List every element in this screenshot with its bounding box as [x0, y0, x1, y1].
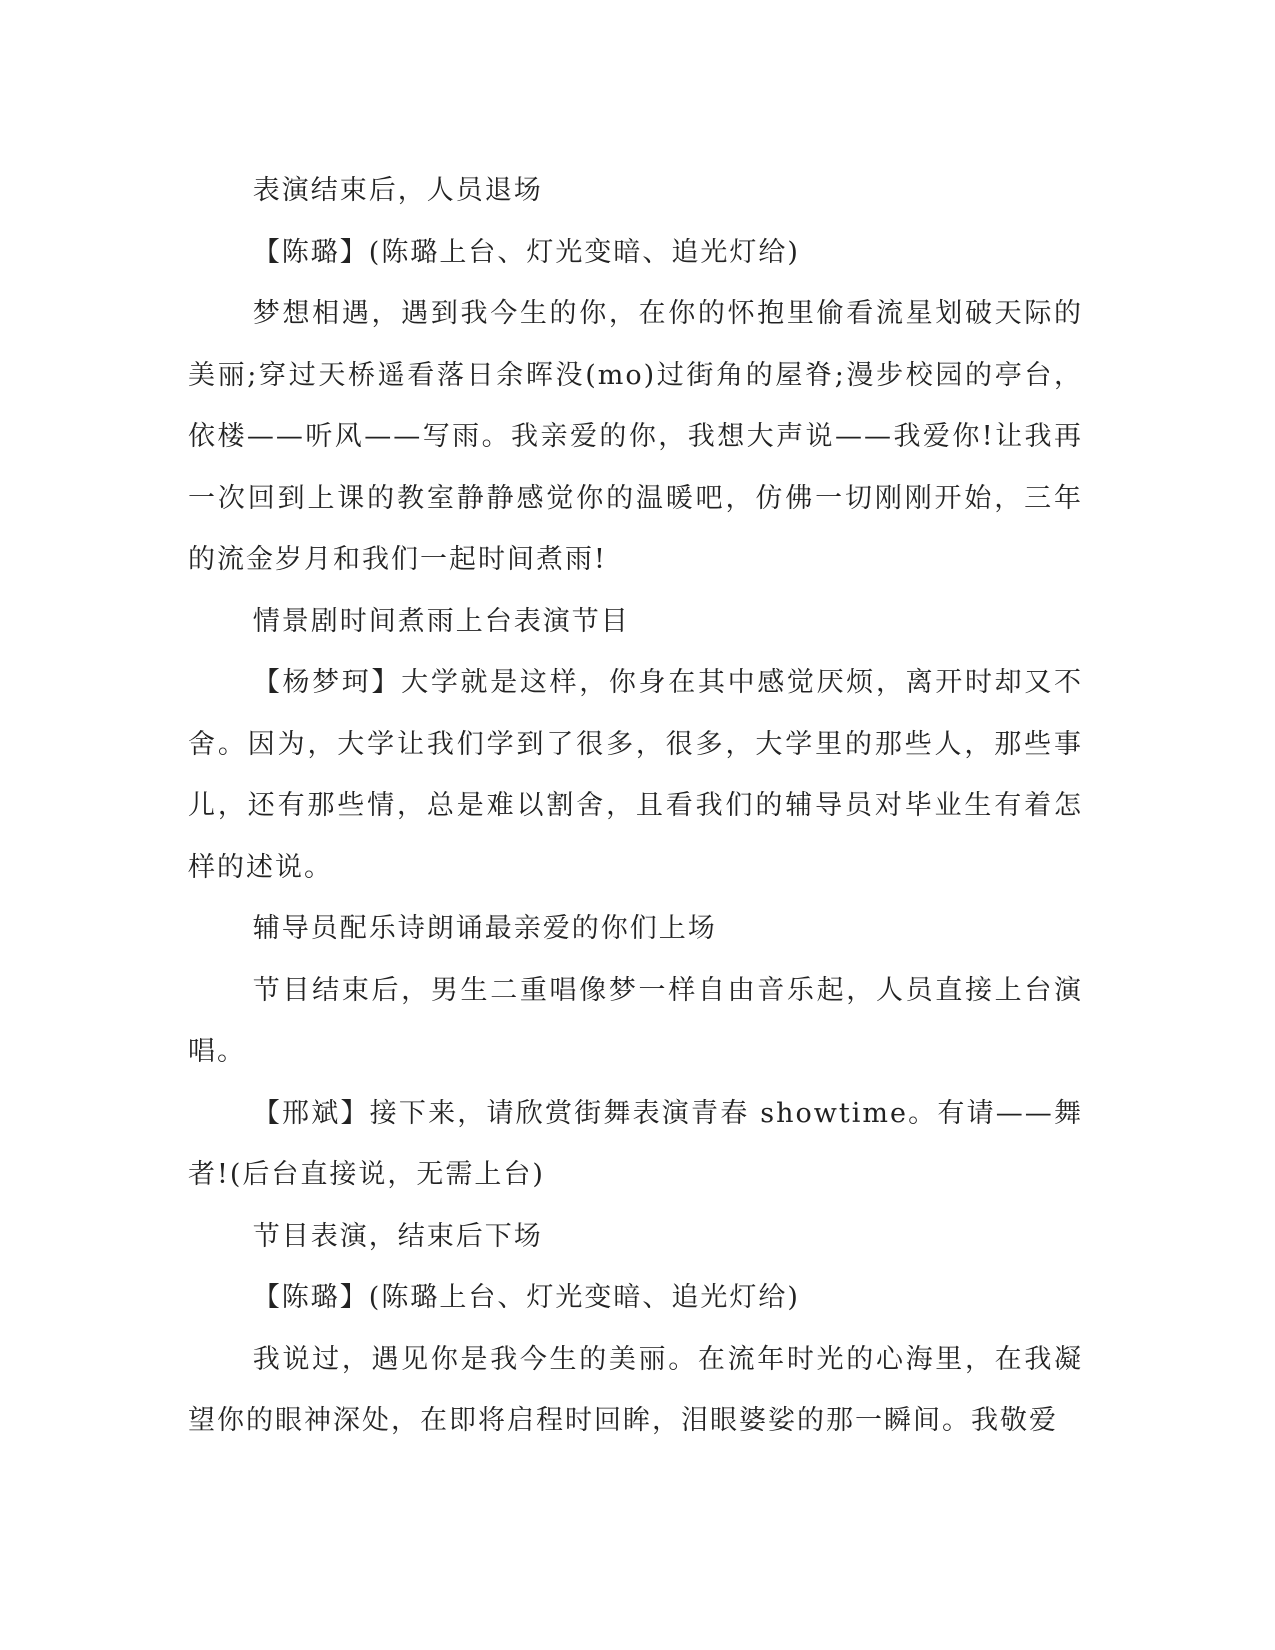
paragraph-chenlu-entry-1: 【陈璐】(陈璐上台、灯光变暗、追光灯给) [252, 236, 800, 268]
paragraph-program-exit: 节目表演，结束后下场 [252, 1220, 543, 1252]
paragraph-chenlu-speech: 我说过，遇见你是我今生的美丽。在流年时光的心海里，在我凝望你的眼神深处，在即将启程时回眸，泪眼婆娑的那一瞬间。我敬爱 [188, 1343, 1083, 1436]
paragraph-skit-performance: 情景剧时间煮雨上台表演节目 [252, 605, 630, 637]
paragraph-performance-end: 表演结束后，人员退场 [252, 175, 543, 206]
document-body [188, 160, 1083, 1452]
paragraph-dream-encounter: 梦想相遇，遇到我今生的你，在你的怀抱里偷看流星划破天际的美丽;穿过天桥遥看落日余晖没(mo)过街角的屋脊;漫步校园的亭台，依楼——听风——写雨。我亲爱的你，我想大声说——我爱你!让我再一次回到上课的教室静静感觉你的温暖吧，仿佛一切刚刚开始，三年的流金岁月和我们一起时间煮雨! [188, 298, 1083, 575]
paragraph-yangmengke-speech: 【杨梦珂】大学就是这样，你身在其中感觉厌烦，离开时却又不舍。因为，大学让我们学到了很多，很多，大学里的那些人，那些事儿，还有那些情，总是难以割舍，且看我们的辅导员对毕业生有着怎样的述说。 [188, 667, 1083, 883]
paragraph-xingbin-speech: 【邢斌】接下来，请欣赏街舞表演青春 showtime。有请——舞者!(后台直接说，无需上台) [188, 1097, 1083, 1190]
paragraph-chenlu-entry-2: 【陈璐】(陈璐上台、灯光变暗、追光灯给) [252, 1282, 800, 1313]
paragraph-male-duet: 节目结束后，男生二重唱像梦一样自由音乐起，人员直接上台演唱。 [188, 974, 1083, 1067]
paragraph-counselor-poem: 辅导员配乐诗朗诵最亲爱的你们上场 [252, 913, 717, 944]
